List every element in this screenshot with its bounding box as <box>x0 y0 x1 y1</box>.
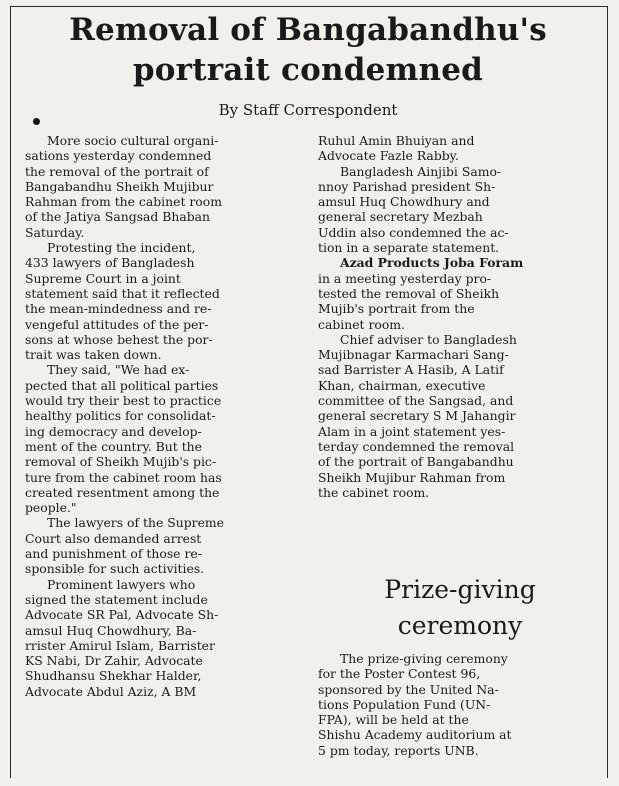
text-line: More socio cultural organi- <box>47 133 219 148</box>
text-line: Supreme Court in a joint <box>25 270 181 286</box>
text-line: 5 pm today, reports UNB. <box>318 742 479 758</box>
text-line: Prominent lawyers who <box>47 576 196 592</box>
text-line: vengeful attitudes of the per- <box>25 316 209 332</box>
text-line: nnoy Parishad president Sh- <box>318 178 496 194</box>
text-line: The lawyers of the Supreme <box>47 515 224 531</box>
bullet-dot <box>33 118 40 125</box>
text-line: ing democracy and develop- <box>25 423 202 439</box>
text-line: Alam in a joint statement yes- <box>318 423 506 439</box>
text-line: Azad Products Joba Foram <box>340 255 524 271</box>
text-line: the mean-mindedness and re- <box>25 301 212 317</box>
text-line: Ruhul Amin Bhuiyan and <box>318 133 475 148</box>
text-line: rrister Amirul Islam, Barrister <box>25 637 215 653</box>
headline-line-1: Removal of Bangabandhu's <box>69 12 547 48</box>
text-line: of the Jatiya Sangsad Bhaban <box>25 209 211 225</box>
text-line: signed the statement include <box>25 591 208 607</box>
text-line: sations yesterday condemned <box>25 148 212 164</box>
text-line: Uddin also condemned the ac- <box>318 224 509 240</box>
text-line: trait was taken down. <box>25 347 162 363</box>
right-column <box>318 133 602 500</box>
text-line: amsul Huq Chowdhury, Ba- <box>25 622 197 638</box>
text-line: of the portrait of Bangabandhu <box>318 454 514 470</box>
text-line: general secretary Mezbah <box>318 209 483 225</box>
text-line: Sheikh Mujibur Rahman from <box>318 469 506 485</box>
text-line: the removal of the portrait of <box>25 163 209 179</box>
headline-line-2: portrait condemned <box>132 52 484 88</box>
text-line: FPA), will be held at the <box>318 712 469 728</box>
text-line: Saturday. <box>25 224 85 240</box>
text-line: sad Barrister A Hasib, A Latif <box>318 362 504 378</box>
text-line: Shudhansu Shekhar Halder, <box>25 668 202 684</box>
prize-headline-line-1: Prize-giving <box>384 575 536 604</box>
text-line: Advocate Abdul Aziz, A BM <box>25 683 197 699</box>
text-line: KS Nabi, Dr Zahir, Advocate <box>25 653 203 669</box>
text-line: sons at whose behest the por- <box>25 331 213 347</box>
text-line: tions Population Fund (UN- <box>318 696 491 712</box>
text-line: in a meeting yesterday pro- <box>318 270 492 286</box>
text-line: They said, "We had ex- <box>47 362 190 378</box>
text-line: removal of Sheikh Mujib's pic- <box>25 454 217 470</box>
text-line: statement said that it reflected <box>25 285 220 301</box>
text-line: healthy politics for consolidat- <box>25 408 216 424</box>
text-line: sponsible for such activities. <box>25 561 205 577</box>
text-line: committee of the Sangsad, and <box>318 393 514 409</box>
text-line: Khan, chairman, executive <box>318 377 486 393</box>
text-line: ture from the cabinet room has <box>25 469 222 485</box>
byline: By Staff Correspondent <box>218 101 398 119</box>
prize-headline-line-2: ceremony <box>397 611 523 640</box>
text-line: pected that all political parties <box>25 377 219 393</box>
text-line: the cabinet room. <box>318 484 430 500</box>
text-line: for the Poster Contest 96, <box>318 666 481 682</box>
text-line: ment of the country. But the <box>25 438 202 454</box>
text-line: Shishu Academy auditorium at <box>318 727 512 743</box>
text-line: Court also demanded arrest <box>25 530 202 546</box>
left-column <box>25 133 305 699</box>
text-line: Protesting the incident, <box>47 240 196 256</box>
text-line: Chief adviser to Bangladesh <box>340 331 517 347</box>
text-line: and punishment of those re- <box>25 546 202 562</box>
text-line: The prize-giving ceremony <box>340 651 508 666</box>
text-line: sponsored by the United Na- <box>318 681 499 697</box>
text-line: Mujib's portrait from the <box>318 301 475 317</box>
text-line: terday condemned the removal <box>318 438 515 454</box>
text-line: Bangabandhu Sheikh Mujibur <box>25 178 214 194</box>
text-line: Mujibnagar Karmachari Sang- <box>318 347 509 363</box>
text-line: people." <box>25 500 77 516</box>
text-line: cabinet room. <box>318 316 405 332</box>
text-line: created resentment among the <box>25 484 220 500</box>
text-line: amsul Huq Chowdhury and <box>318 194 490 210</box>
text-line: general secretary S M Jahangir <box>318 408 516 424</box>
text-line: Bangladesh Ainjibi Samo- <box>340 163 502 179</box>
text-line: tested the removal of Sheikh <box>318 285 500 301</box>
text-line: Advocate SR Pal, Advocate Sh- <box>25 607 219 623</box>
text-line: 433 lawyers of Bangladesh <box>25 255 195 271</box>
text-line: would try their best to practice <box>25 393 222 409</box>
text-line: Advocate Fazle Rabby. <box>318 148 459 164</box>
text-line: tion in a separate statement. <box>318 240 500 256</box>
prize-body <box>318 651 602 758</box>
text-line: Rahman from the cabinet room <box>25 194 222 210</box>
